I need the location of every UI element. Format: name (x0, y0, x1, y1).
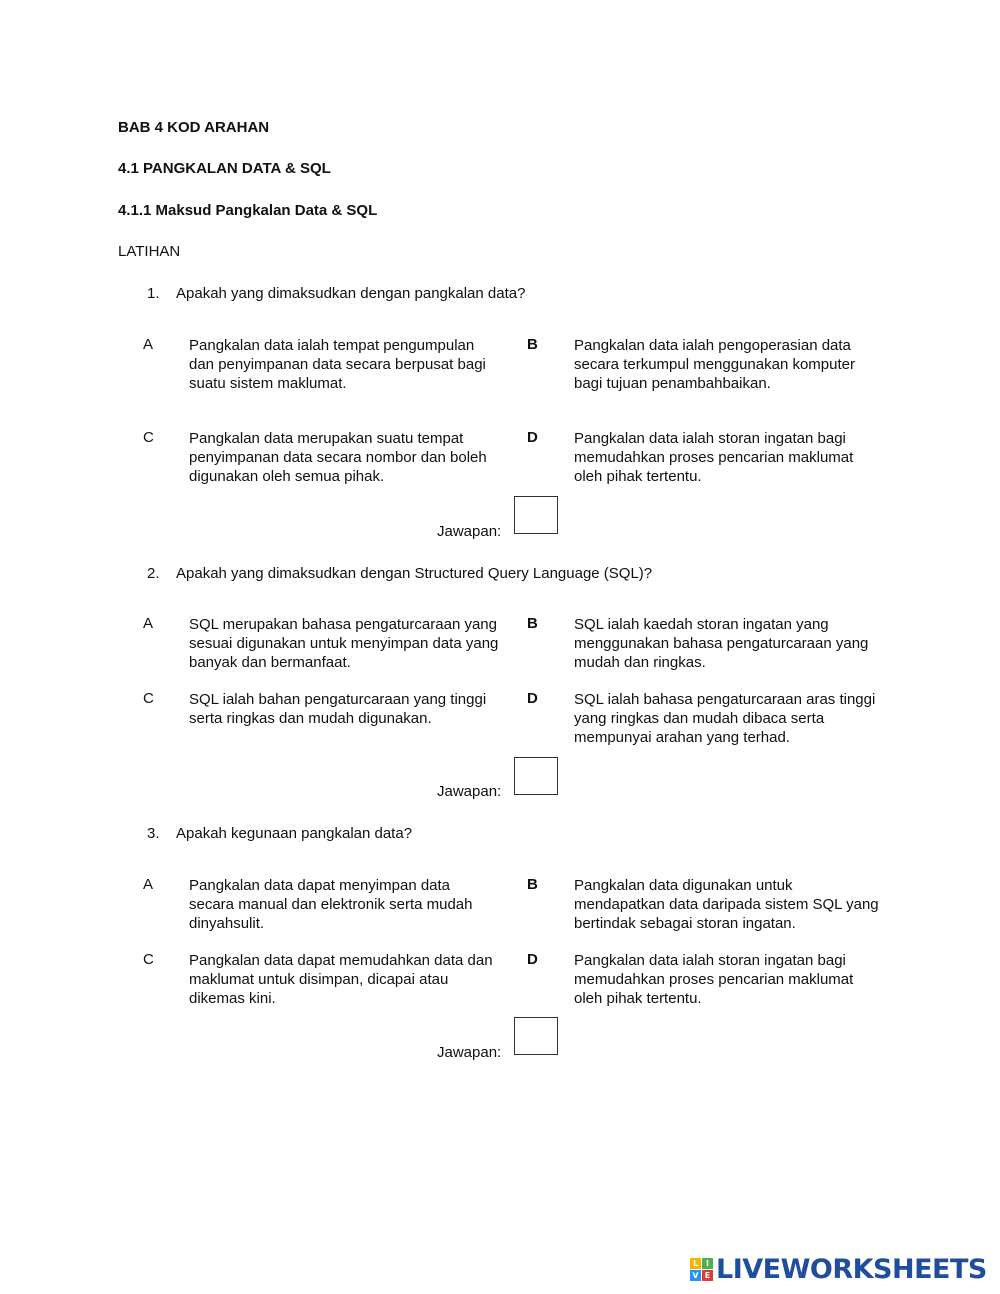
option-letter-a: A (143, 876, 154, 893)
option-text-a: Pangkalan data ialah tempat pengumpulan dan penyimpanan data secara berpusat bagi suatu sistem maklumat. (189, 337, 486, 392)
option-text-a: SQL merupakan bahasa pengaturcaraan yang sesuai digunakan untuk menyimpan data yang banyak dan bermanfaat. (189, 616, 499, 671)
option-letter-b: B (527, 876, 538, 893)
option-text-c: SQL ialah bahan pengaturcaraan yang tinggi serta ringkas dan mudah digunakan. (189, 691, 487, 727)
question-text: Apakah kegunaan pangkalan data? (176, 825, 413, 842)
option-text-d: Pangkalan data ialah storan ingatan bagi memudahkan proses pencarian maklumat oleh pihak tertentu. (574, 952, 854, 1007)
option-letter-a: A (143, 336, 154, 353)
option-letter-a: A (143, 615, 154, 632)
option-letter-c: C (143, 429, 154, 446)
option-letter-c: C (143, 690, 154, 707)
answer-input-1[interactable] (514, 496, 558, 534)
option-letter-d: D (527, 429, 538, 446)
answer-input-3[interactable] (514, 1017, 558, 1055)
subsection-title: 4.1.1 Maksud Pangkalan Data & SQL (118, 202, 378, 219)
option-text-a: Pangkalan data dapat menyimpan data secara manual dan elektronik serta mudah dinyahsulit. (189, 877, 473, 932)
logo-letter-i: I (702, 1258, 713, 1269)
answer-label: Jawapan: (437, 1044, 502, 1061)
option-text-d: Pangkalan data ialah storan ingatan bagi memudahkan proses pencarian maklumat oleh pihak tertentu. (574, 430, 854, 485)
option-text-b: Pangkalan data ialah pengoperasian data secara terkumpul menggunakan komputer bagi tujuan penambahbaikan. (574, 337, 855, 392)
question-number: 1. (147, 285, 160, 302)
chapter-title: BAB 4 KOD ARAHAN (118, 119, 270, 136)
question-text: Apakah yang dimaksudkan dengan Structured Query Language (SQL)? (176, 565, 653, 582)
option-letter-b: B (527, 615, 538, 632)
option-text-b: Pangkalan data digunakan untuk mendapatkan data daripada sistem SQL yang bertindak sebagai storan ingatan. (574, 877, 879, 932)
answer-input-2[interactable] (514, 757, 558, 795)
option-letter-c: C (143, 951, 154, 968)
exercise-label: LATIHAN (118, 243, 181, 260)
option-text-c: Pangkalan data dapat memudahkan data dan maklumat untuk disimpan, dicapai atau dikemas kini. (189, 952, 493, 1007)
answer-label: Jawapan: (437, 783, 502, 800)
logo-text: LIVEWORKSHEETS (716, 1253, 987, 1285)
logo-letter-e: E (702, 1270, 713, 1281)
section-title: 4.1 PANGKALAN DATA & SQL (118, 160, 331, 177)
option-text-c: Pangkalan data merupakan suatu tempat penyimpanan data secara nombor dan boleh digunakan oleh semua pihak. (189, 430, 487, 485)
answer-label: Jawapan: (437, 523, 502, 540)
question-number: 2. (147, 565, 160, 582)
option-text-b: SQL ialah kaedah storan ingatan yang menggunakan bahasa pengaturcaraan yang mudah dan ringkas. (574, 616, 869, 671)
logo-letter-l: L (690, 1258, 701, 1269)
logo-letter-v: V (690, 1270, 701, 1281)
option-letter-b: B (527, 336, 538, 353)
question-text: Apakah yang dimaksudkan dengan pangkalan data? (176, 285, 526, 302)
option-letter-d: D (527, 951, 538, 968)
option-letter-d: D (527, 690, 538, 707)
option-text-d: SQL ialah bahasa pengaturcaraan aras tinggi yang ringkas dan mudah dibaca serta mempunyai arahan yang terhad. (574, 691, 876, 746)
liveworksheets-logo[interactable] (690, 1252, 987, 1286)
question-number: 3. (147, 825, 160, 842)
logo-mark-icon (690, 1258, 713, 1281)
